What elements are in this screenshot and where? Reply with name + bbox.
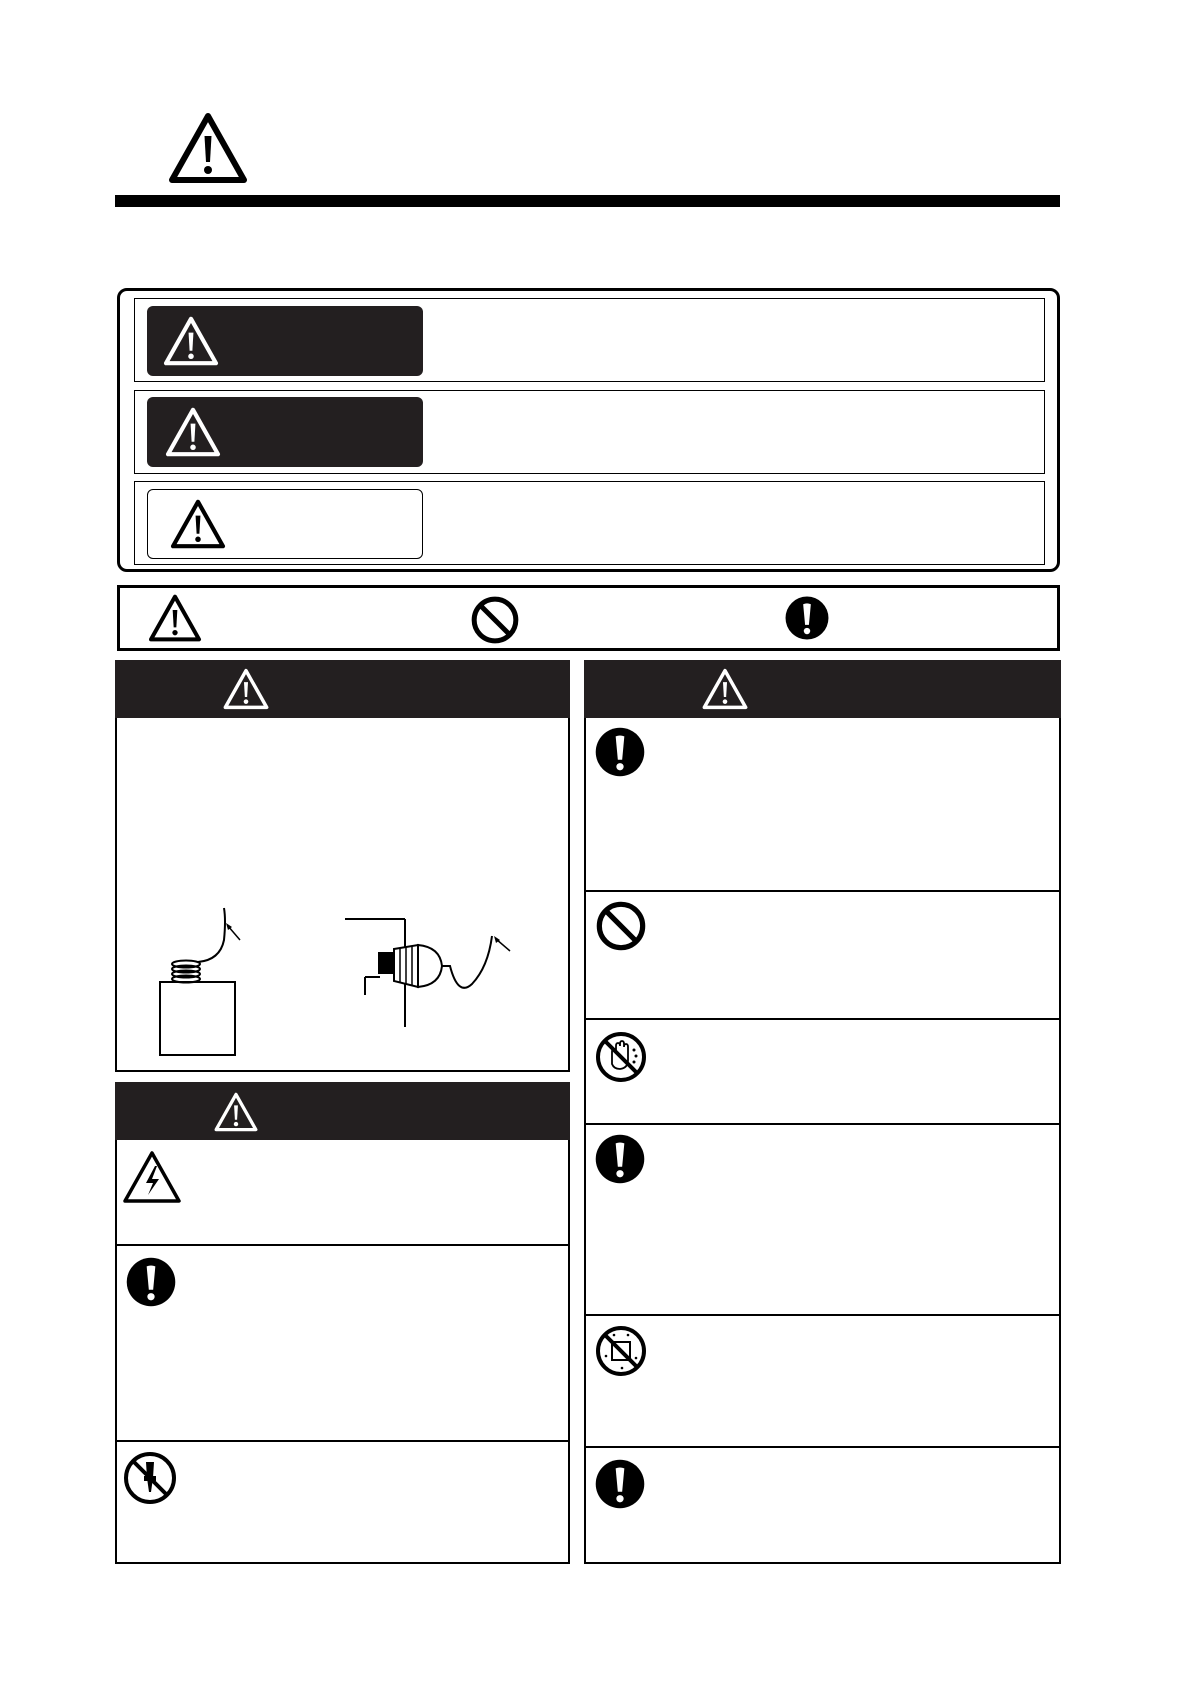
right-panel-header (584, 660, 1061, 718)
warning-triangle-icon (163, 316, 219, 366)
right-divider-1 (584, 890, 1061, 892)
right-divider-5 (584, 1446, 1061, 1448)
no-wet-hands-icon (594, 1030, 648, 1084)
coiled-cable-illustration (150, 900, 280, 1060)
right-divider-4 (584, 1314, 1061, 1316)
right-divider-3 (584, 1123, 1061, 1125)
mandatory-exclamation-icon (594, 726, 646, 778)
prohibited-circle-icon (470, 595, 520, 645)
right-panel (584, 660, 1061, 1564)
symbol-legend (117, 585, 1060, 651)
no-water-icon (594, 1324, 648, 1378)
left-panel-1-header (115, 660, 570, 718)
signal-badge-1 (147, 306, 423, 376)
prohibited-circle-icon (595, 900, 647, 952)
electric-shock-icon (122, 1150, 182, 1204)
warning-triangle-icon (702, 668, 748, 710)
left-panel-2 (115, 1082, 570, 1564)
warning-triangle-icon (214, 1092, 258, 1132)
header-rule (115, 195, 1060, 207)
signal-badge-2 (147, 397, 423, 467)
warning-triangle-icon (148, 594, 202, 642)
mandatory-exclamation-icon (594, 1458, 646, 1510)
right-divider-2 (584, 1018, 1061, 1020)
mandatory-exclamation-icon (594, 1133, 646, 1185)
left-divider-1 (115, 1244, 570, 1246)
no-disassembly-icon (122, 1450, 178, 1506)
warning-triangle-icon (223, 668, 269, 710)
warning-triangle-icon (165, 407, 221, 457)
signal-badge-3 (147, 489, 423, 559)
warning-triangle-icon (170, 499, 226, 549)
mandatory-exclamation-icon (784, 595, 830, 641)
plug-in-wall-socket-illustration (340, 915, 520, 1035)
mandatory-exclamation-icon (125, 1256, 177, 1308)
page-header-warning-icon (168, 112, 248, 184)
left-divider-2 (115, 1440, 570, 1442)
left-panel-2-header (115, 1082, 570, 1140)
